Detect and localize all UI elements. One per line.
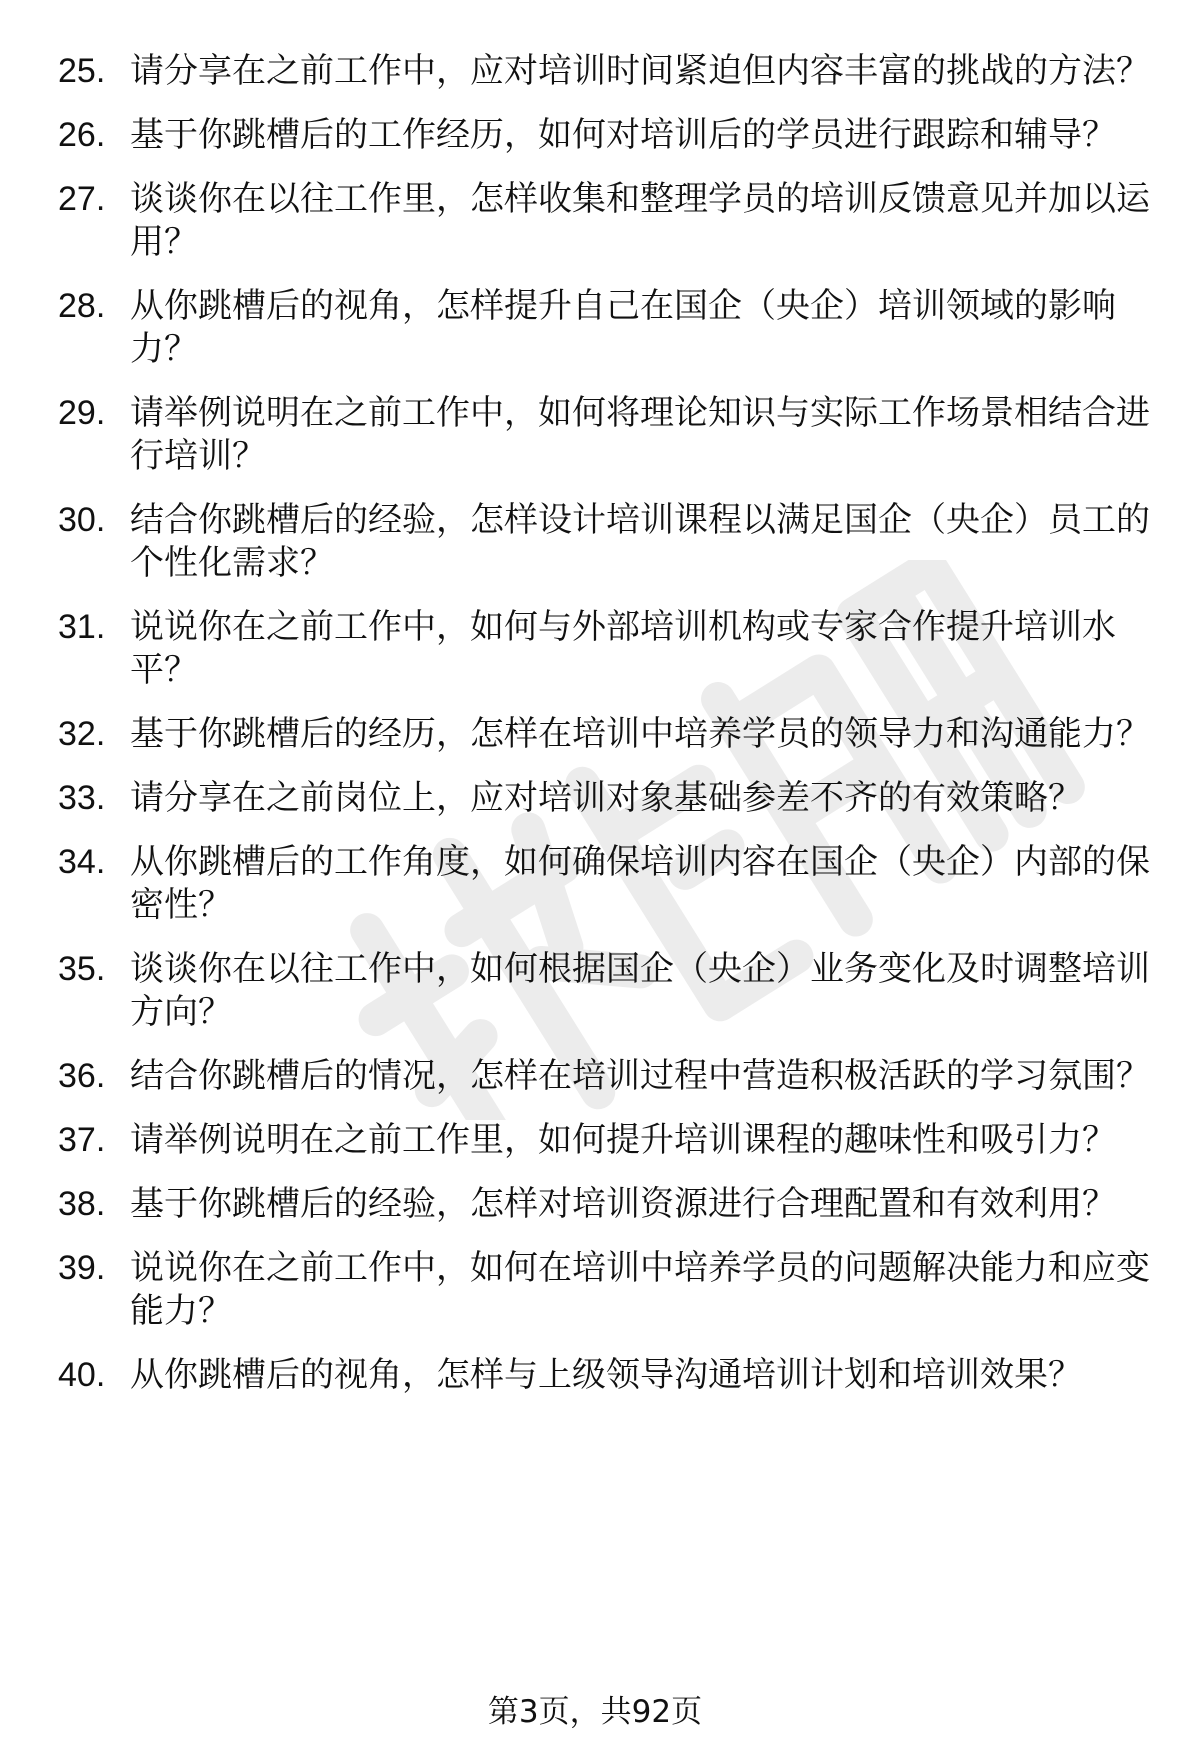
- question-text: 说说你在之前工作中，如何在培训中培养学员的问题解决能力和应变能力？: [130, 1248, 1150, 1331]
- question-number: 31.: [58, 608, 106, 646]
- question-number: 37.: [58, 1121, 106, 1159]
- question-text: 从你跳槽后的视角，怎样与上级领导沟通培训计划和培训效果？: [130, 1355, 1082, 1395]
- question-number: 25.: [58, 52, 106, 90]
- question-item: [58, 606, 1158, 692]
- question-text: 基于你跳槽后的经验，怎样对培训资源进行合理配置和有效利用？: [130, 1184, 1116, 1224]
- question-number: 27.: [58, 180, 106, 218]
- question-text: 请举例说明在之前工作中，如何将理论知识与实际工作场景相结合进行培训？: [130, 393, 1150, 476]
- question-item: [58, 948, 1158, 1034]
- question-text: 请分享在之前工作中，应对培训时间紧迫但内容丰富的挑战的方法？: [130, 51, 1150, 91]
- question-item: [58, 777, 1158, 820]
- question-text: 说说你在之前工作中，如何与外部培训机构或专家合作提升培训水平？: [130, 607, 1116, 690]
- question-item: [58, 1247, 1158, 1333]
- question-number: 32.: [58, 715, 106, 753]
- question-item: [58, 1183, 1158, 1226]
- question-list: [58, 50, 1158, 1418]
- question-item: [58, 392, 1158, 478]
- question-number: 28.: [58, 287, 106, 325]
- question-item: [58, 178, 1158, 264]
- question-number: 35.: [58, 950, 106, 988]
- question-item: [58, 285, 1158, 371]
- question-text: 结合你跳槽后的情况，怎样在培训过程中营造积极活跃的学习氛围？: [130, 1056, 1150, 1096]
- question-number: 29.: [58, 394, 106, 432]
- question-number: 30.: [58, 501, 106, 539]
- question-item: [58, 1055, 1158, 1098]
- question-number: 40.: [58, 1356, 106, 1394]
- question-text: 请分享在之前岗位上，应对培训对象基础参差不齐的有效策略？: [130, 778, 1082, 818]
- question-item: [58, 499, 1158, 585]
- question-text: 从你跳槽后的工作角度，如何确保培训内容在国企（央企）内部的保密性？: [130, 842, 1150, 925]
- question-item: [58, 1119, 1158, 1162]
- question-text: 请举例说明在之前工作里，如何提升培训课程的趣味性和吸引力？: [130, 1120, 1116, 1160]
- question-item: [58, 114, 1158, 157]
- question-item: [58, 841, 1158, 927]
- question-number: 34.: [58, 843, 106, 881]
- question-item: [58, 50, 1158, 93]
- question-text: 谈谈你在以往工作中，如何根据国企（央企）业务变化及时调整培训方向？: [130, 949, 1150, 1032]
- question-number: 36.: [58, 1057, 106, 1095]
- question-text: 结合你跳槽后的经验，怎样设计培训课程以满足国企（央企）员工的个性化需求？: [130, 500, 1150, 583]
- question-number: 26.: [58, 116, 106, 154]
- page-footer: 第3页，共92页: [487, 1694, 703, 1730]
- question-number: 33.: [58, 779, 106, 817]
- question-text: 基于你跳槽后的工作经历，如何对培训后的学员进行跟踪和辅导？: [130, 115, 1116, 155]
- question-text: 谈谈你在以往工作里，怎样收集和整理学员的培训反馈意见并加以运用？: [130, 179, 1150, 262]
- question-text: 从你跳槽后的视角，怎样提升自己在国企（央企）培训领域的影响力？: [130, 286, 1116, 369]
- question-text: 基于你跳槽后的经历，怎样在培训中培养学员的领导力和沟通能力？: [130, 714, 1150, 754]
- question-item: [58, 713, 1158, 756]
- question-number: 39.: [58, 1249, 106, 1287]
- question-item: [58, 1354, 1158, 1397]
- question-number: 38.: [58, 1185, 106, 1223]
